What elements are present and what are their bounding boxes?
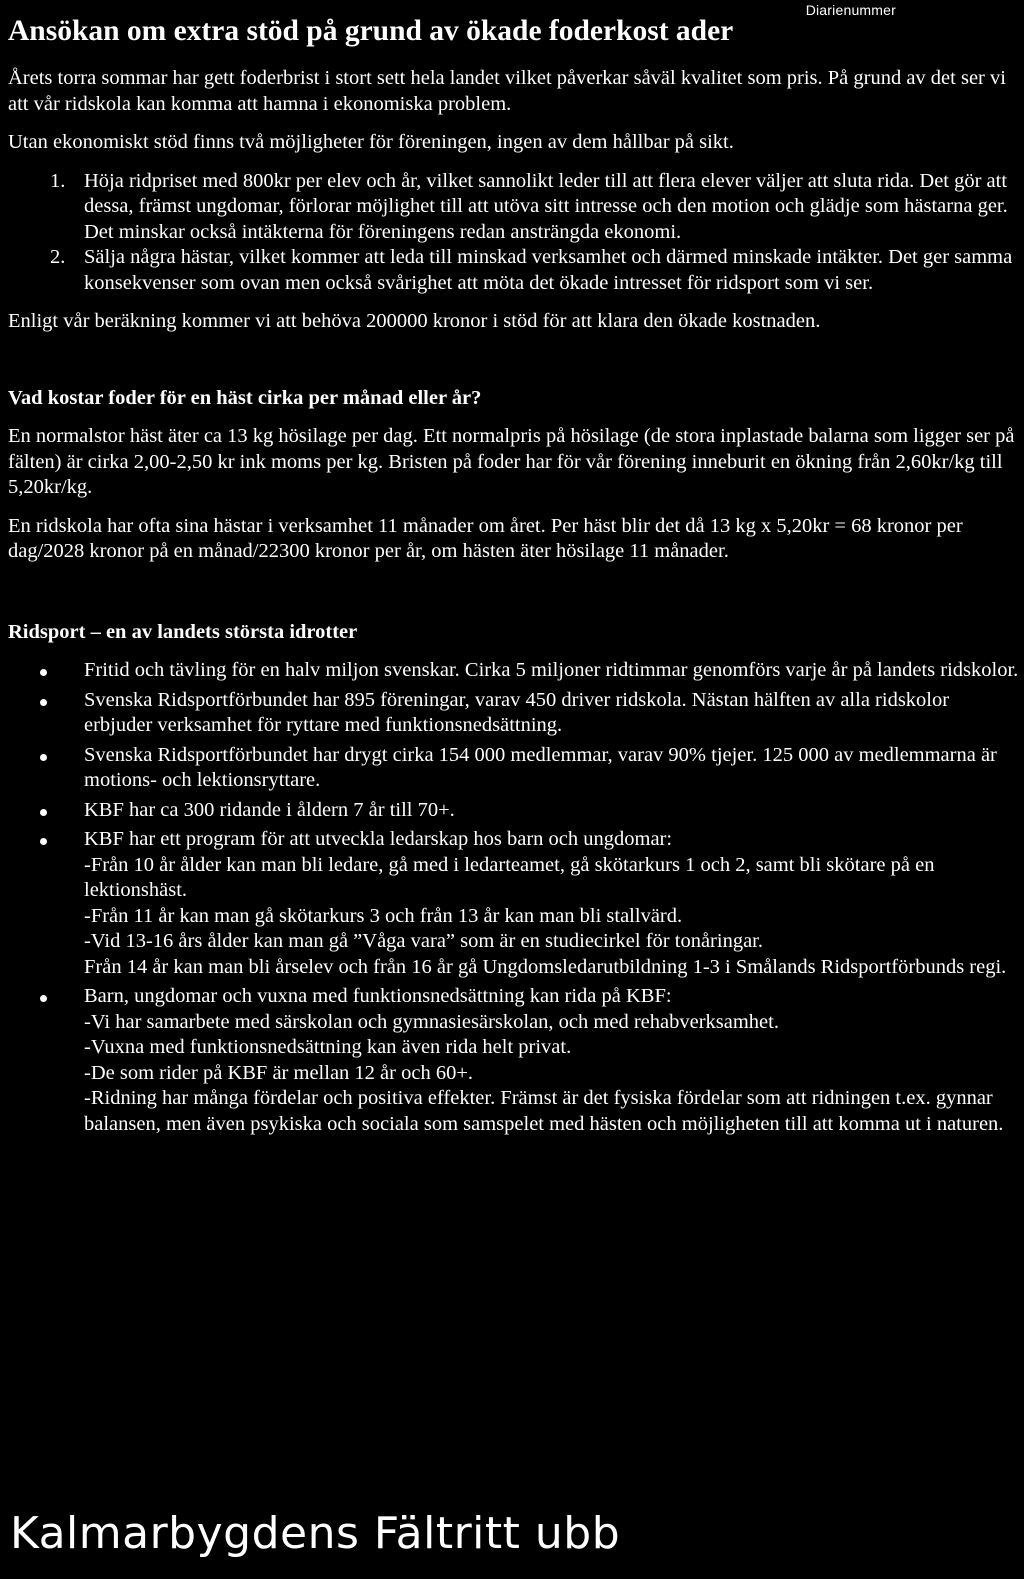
diary-number-label: Diarienummer bbox=[805, 2, 896, 18]
bullet-icon bbox=[40, 699, 47, 706]
intro-paragraph-1: Årets torra sommar har gett foderbrist i stort sett hela landet vilket påverkar såväl kvalitet som pris. På grund av det ser vi att vår ridskola kan komma att hamna i ekonomiska problem. bbox=[8, 67, 1006, 115]
document-body bbox=[8, 66, 1020, 1141]
option-text: Höja ridpriset med 800kr per elev och år, vilket sannolikt leder till att flera elever väljer att sluta rida. Det gör att dessa, främst ungdomar, förlorar möjlighet till att utöva sitt intresse och den motion och glädje som hästarna ger. Det minskar också intäkterna för föreningens redan ansträngda ekonomi. bbox=[84, 169, 1008, 243]
sport-fact-subline: -Ridning har många fördelar och positiva effekter. Främst är det fysiska fördelar som att ridningen t.ex. gynnar balansen, men även psykiska och sociala som samspelet med hästen och möjligheten till att komma ut i naturen. bbox=[84, 1087, 1004, 1135]
sport-fact-item bbox=[8, 688, 1020, 739]
sport-fact-item bbox=[8, 827, 1020, 980]
sport-facts-list bbox=[8, 658, 1020, 1137]
cost-paragraph-2: En ridskola har ofta sina hästar i verksamhet 11 månader om året. Per häst blir det då 13 kg x 5,20kr = 68 kronor per dag/2028 kronor på en månad/22300 kronor per år, om hästen äter hösilage 11 månader. bbox=[8, 514, 963, 562]
sport-section-heading: Ridsport – en av landets största idrotter bbox=[8, 620, 358, 643]
option-item bbox=[8, 245, 1020, 296]
bullet-icon bbox=[40, 754, 47, 761]
sport-fact-subline: -Från 10 år ålder kan man bli ledare, gå med i ledarteamet, gå skötarkurs 1 och 2, samt bli skötare på en lektionshäst. bbox=[84, 853, 935, 901]
sport-fact-text: KBF har ca 300 ridande i åldern 7 år till 70+. bbox=[84, 798, 455, 821]
sport-fact-text: Svenska Ridsportförbundet har drygt cirka 154 000 medlemmar, varav 90% tjejer. 125 000 av medlemmarna är motions- och lektionsryttare. bbox=[84, 743, 997, 791]
sport-fact-text: KBF har ett program för att utveckla ledarskap hos barn och ungdomar: bbox=[84, 828, 673, 850]
sport-fact-item bbox=[8, 984, 1020, 1137]
cost-paragraph-1: En normalstor häst äter ca 13 kg hösilage per dag. Ett normalpris på hösilage (de stora inplastade balarna som ligger ser på fälten) är cirka 2,00-2,50 kr ink moms per kg. Bristen på foder har för vår förening inneburit en ökning från 2,60kr/kg till 5,20kr/kg. bbox=[8, 425, 1015, 498]
document-title: Ansökan om extra stöd på grund av ökade foderkost ader bbox=[8, 15, 734, 47]
sport-fact-text: Fritid och tävling för en halv miljon svenskar. Cirka 5 miljoner ridtimmar genomförs varje år på landets ridskolor. bbox=[84, 659, 1019, 681]
option-number: 1. bbox=[50, 169, 66, 192]
estimate-paragraph: Enligt vår beräkning kommer vi att behöva 200000 kronor i stöd för att klara den ökade kostnaden. bbox=[8, 310, 821, 332]
sport-fact-item bbox=[8, 798, 1020, 824]
cost-section-heading: Vad kostar foder för en häst cirka per månad eller år? bbox=[8, 386, 482, 409]
sport-fact-subline: -Vuxna med funktionsnedsättning kan även rida helt privat. bbox=[84, 1036, 572, 1058]
sport-fact-text: Barn, ungdomar och vuxna med funktionsnedsättning kan rida på KBF: bbox=[84, 985, 672, 1007]
option-item bbox=[8, 169, 1020, 246]
sport-fact-subline: -Vi har samarbete med särskolan och gymnasiesärskolan, och med rehabverksamhet. bbox=[84, 1010, 779, 1033]
spacer bbox=[8, 578, 1020, 620]
sport-fact-subline: -Från 11 år kan man gå skötarkurs 3 och från 13 år kan man bli stallvärd. bbox=[84, 904, 683, 927]
sport-fact-item bbox=[8, 743, 1020, 794]
bullet-icon bbox=[40, 669, 47, 676]
spacer bbox=[8, 348, 1020, 386]
option-number: 2. bbox=[50, 246, 66, 268]
sport-fact-subline: -De som rider på KBF är mellan 12 år och 60+. bbox=[84, 1061, 473, 1084]
sport-fact-text: Svenska Ridsportförbundet har 895 föreningar, varav 450 driver ridskola. Nästan hälften av alla ridskolor erbjuder verksamhet för ryttare med funktionsnedsättning. bbox=[84, 688, 950, 736]
sport-fact-item bbox=[8, 658, 1020, 684]
club-name-footer: Kalmarbygdens Fältritt ubb bbox=[10, 1508, 621, 1559]
bullet-icon bbox=[40, 838, 47, 845]
sport-fact-subline: Från 14 år kan man bli årselev och från 16 år gå Ungdomsledarutbildning 1-3 i Smålands Ridsportförbunds regi. bbox=[84, 955, 1007, 978]
options-list bbox=[8, 169, 1020, 297]
option-text: Sälja några hästar, vilket kommer att leda till minskad verksamhet och därmed minskade intäkter. Det ger samma konsekvenser som ovan men också svårighet att möta det ökade intresset för ridsport som vi ser. bbox=[84, 246, 1013, 294]
bullet-icon bbox=[40, 809, 47, 816]
bullet-icon bbox=[40, 995, 47, 1002]
sport-fact-subline: -Vid 13-16 års ålder kan man gå ”Våga vara” som är en studiecirkel för tonåringar. bbox=[84, 930, 763, 952]
intro-paragraph-2: Utan ekonomiskt stöd finns två möjligheter för föreningen, ingen av dem hållbar på sikt. bbox=[8, 131, 734, 153]
